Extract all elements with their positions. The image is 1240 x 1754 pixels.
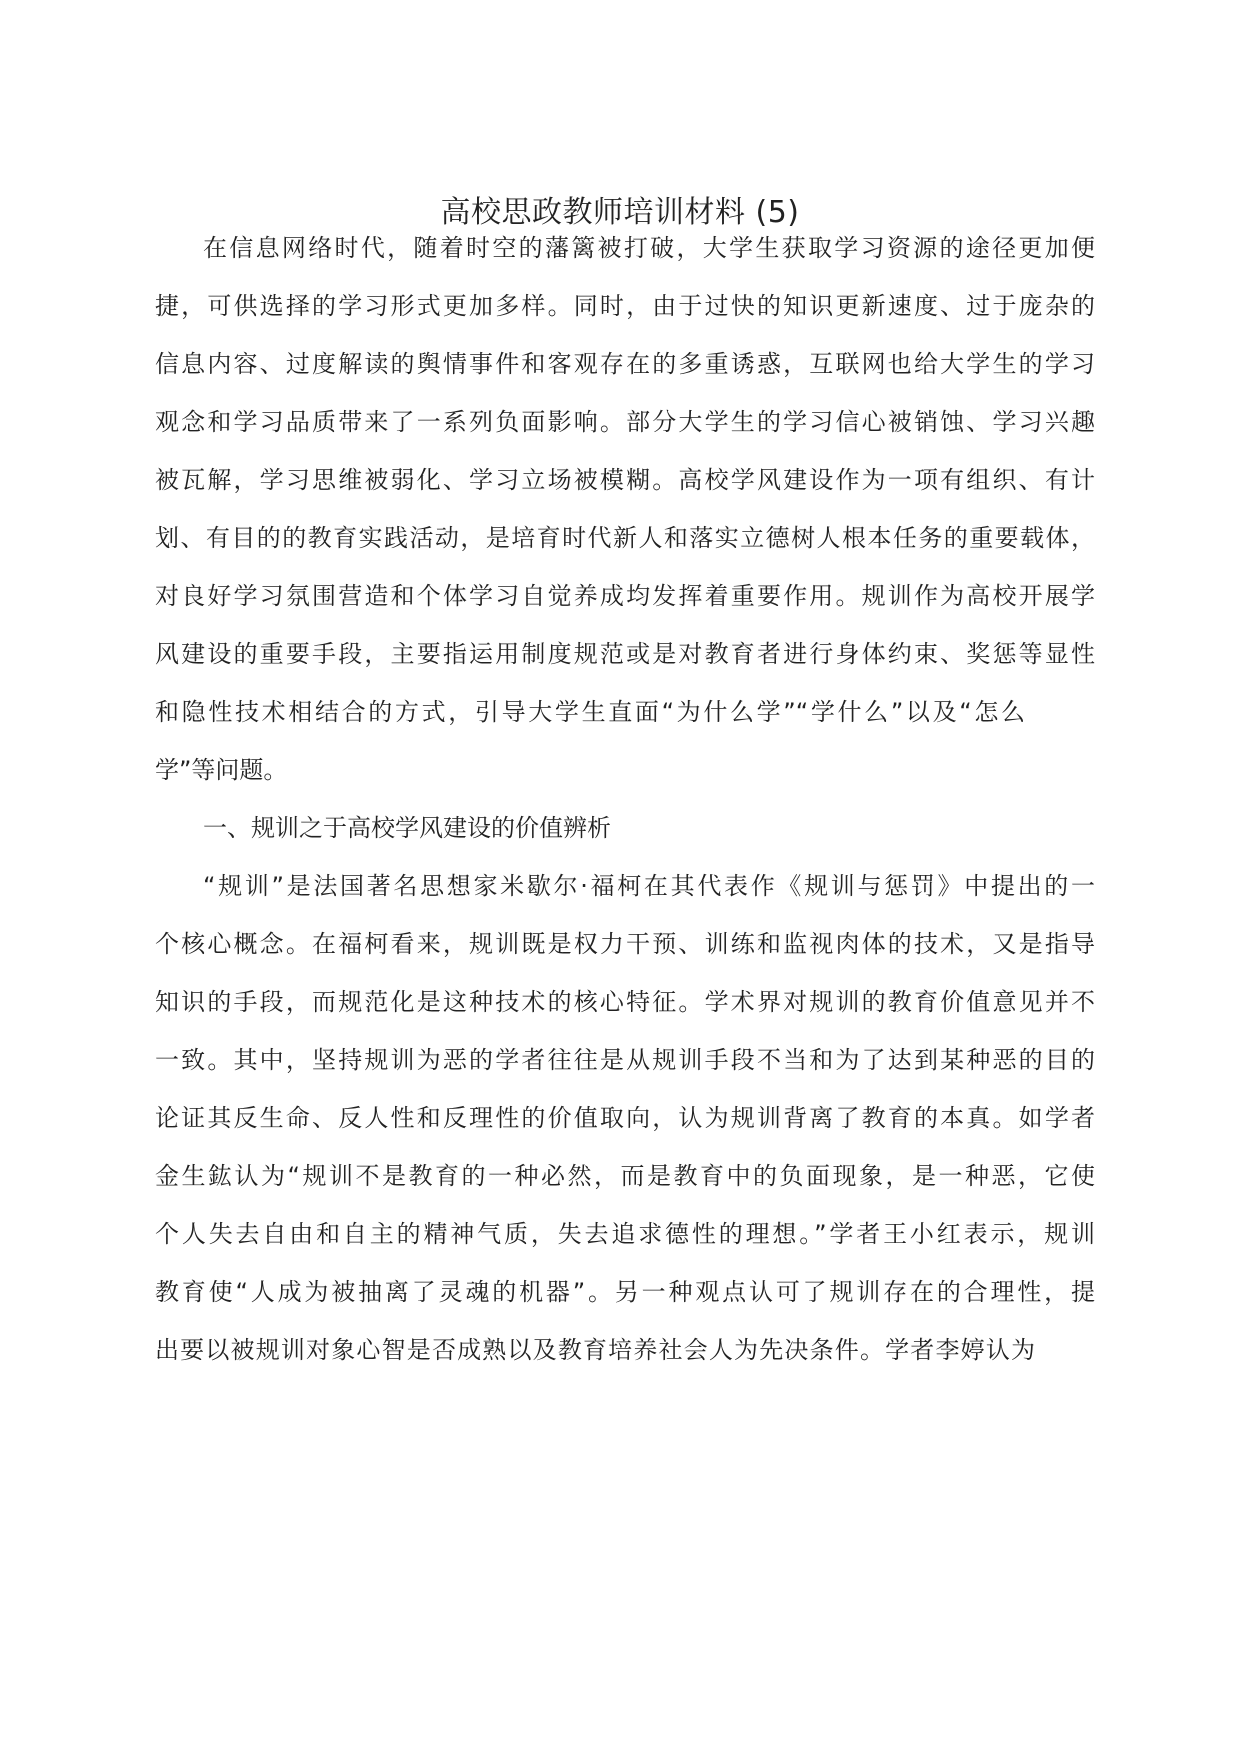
paragraph-line: 划、有目的的教育实践活动，是培育时代新人和落实立德树人根本任务的重要载体， — [155, 524, 1095, 552]
document-title: 高校思政教师培训材料 (5) — [440, 195, 800, 230]
paragraph-line: 教育使“人成为被抽离了灵魂的机器”。另一种观点认可了规训存在的合理性，提 — [155, 1278, 1095, 1306]
paragraph-line: “规训”是法国著名思想家米歇尔·福柯在其代表作《规训与惩罚》中提出的一 — [203, 872, 1095, 900]
paragraph-line: 信息内容、过度解读的舆情事件和客观存在的多重诱惑，互联网也给大学生的学习 — [155, 350, 1095, 378]
paragraph-line: 一致。其中，坚持规训为恶的学者往往是从规训手段不当和为了达到某种恶的目的 — [155, 1046, 1095, 1074]
paragraph-line: 个人失去自由和自主的精神气质，失去追求德性的理想。”学者王小红表示，规训 — [155, 1220, 1095, 1248]
paragraph-line: 风建设的重要手段，主要指运用制度规范或是对教育者进行身体约束、奖惩等显性 — [155, 640, 1095, 668]
paragraph-line: 观念和学习品质带来了一系列负面影响。部分大学生的学习信心被销蚀、学习兴趣 — [155, 408, 1095, 436]
paragraph-line: 知识的手段，而规范化是这种技术的核心特征。学术界对规训的教育价值意见并不 — [155, 988, 1095, 1016]
paragraph-line: 论证其反生命、反人性和反理性的价值取向，认为规训背离了教育的本真。如学者 — [155, 1104, 1095, 1132]
paragraph-line: 在信息网络时代，随着时空的藩篱被打破，大学生获取学习资源的途径更加便 — [203, 234, 1095, 262]
paragraph-line: 学”等问题。 — [155, 756, 288, 784]
paragraph-line: 个核心概念。在福柯看来，规训既是权力干预、训练和监视肉体的技术，又是指导 — [155, 930, 1095, 958]
paragraph-line: 捷，可供选择的学习形式更加多样。同时，由于过快的知识更新速度、过于庞杂的 — [155, 292, 1095, 320]
paragraph-line: 金生鈜认为“规训不是教育的一种必然，而是教育中的负面现象，是一种恶，它使 — [155, 1162, 1095, 1190]
paragraph-line: 对良好学习氛围营造和个体学习自觉养成均发挥着重要作用。规训作为高校开展学 — [155, 582, 1095, 610]
paragraph-line: 和隐性技术相结合的方式，引导大学生直面“为什么学”“学什么”以及“怎么 — [155, 698, 1025, 726]
paragraph-line: 出要以被规训对象心智是否成熟以及教育培养社会人为先决条件。学者李婷认为 — [155, 1336, 1035, 1364]
section-heading: 一、规训之于高校学风建设的价值辨析 — [203, 814, 611, 842]
paragraph-line: 被瓦解，学习思维被弱化、学习立场被模糊。高校学风建设作为一项有组织、有计 — [155, 466, 1095, 494]
